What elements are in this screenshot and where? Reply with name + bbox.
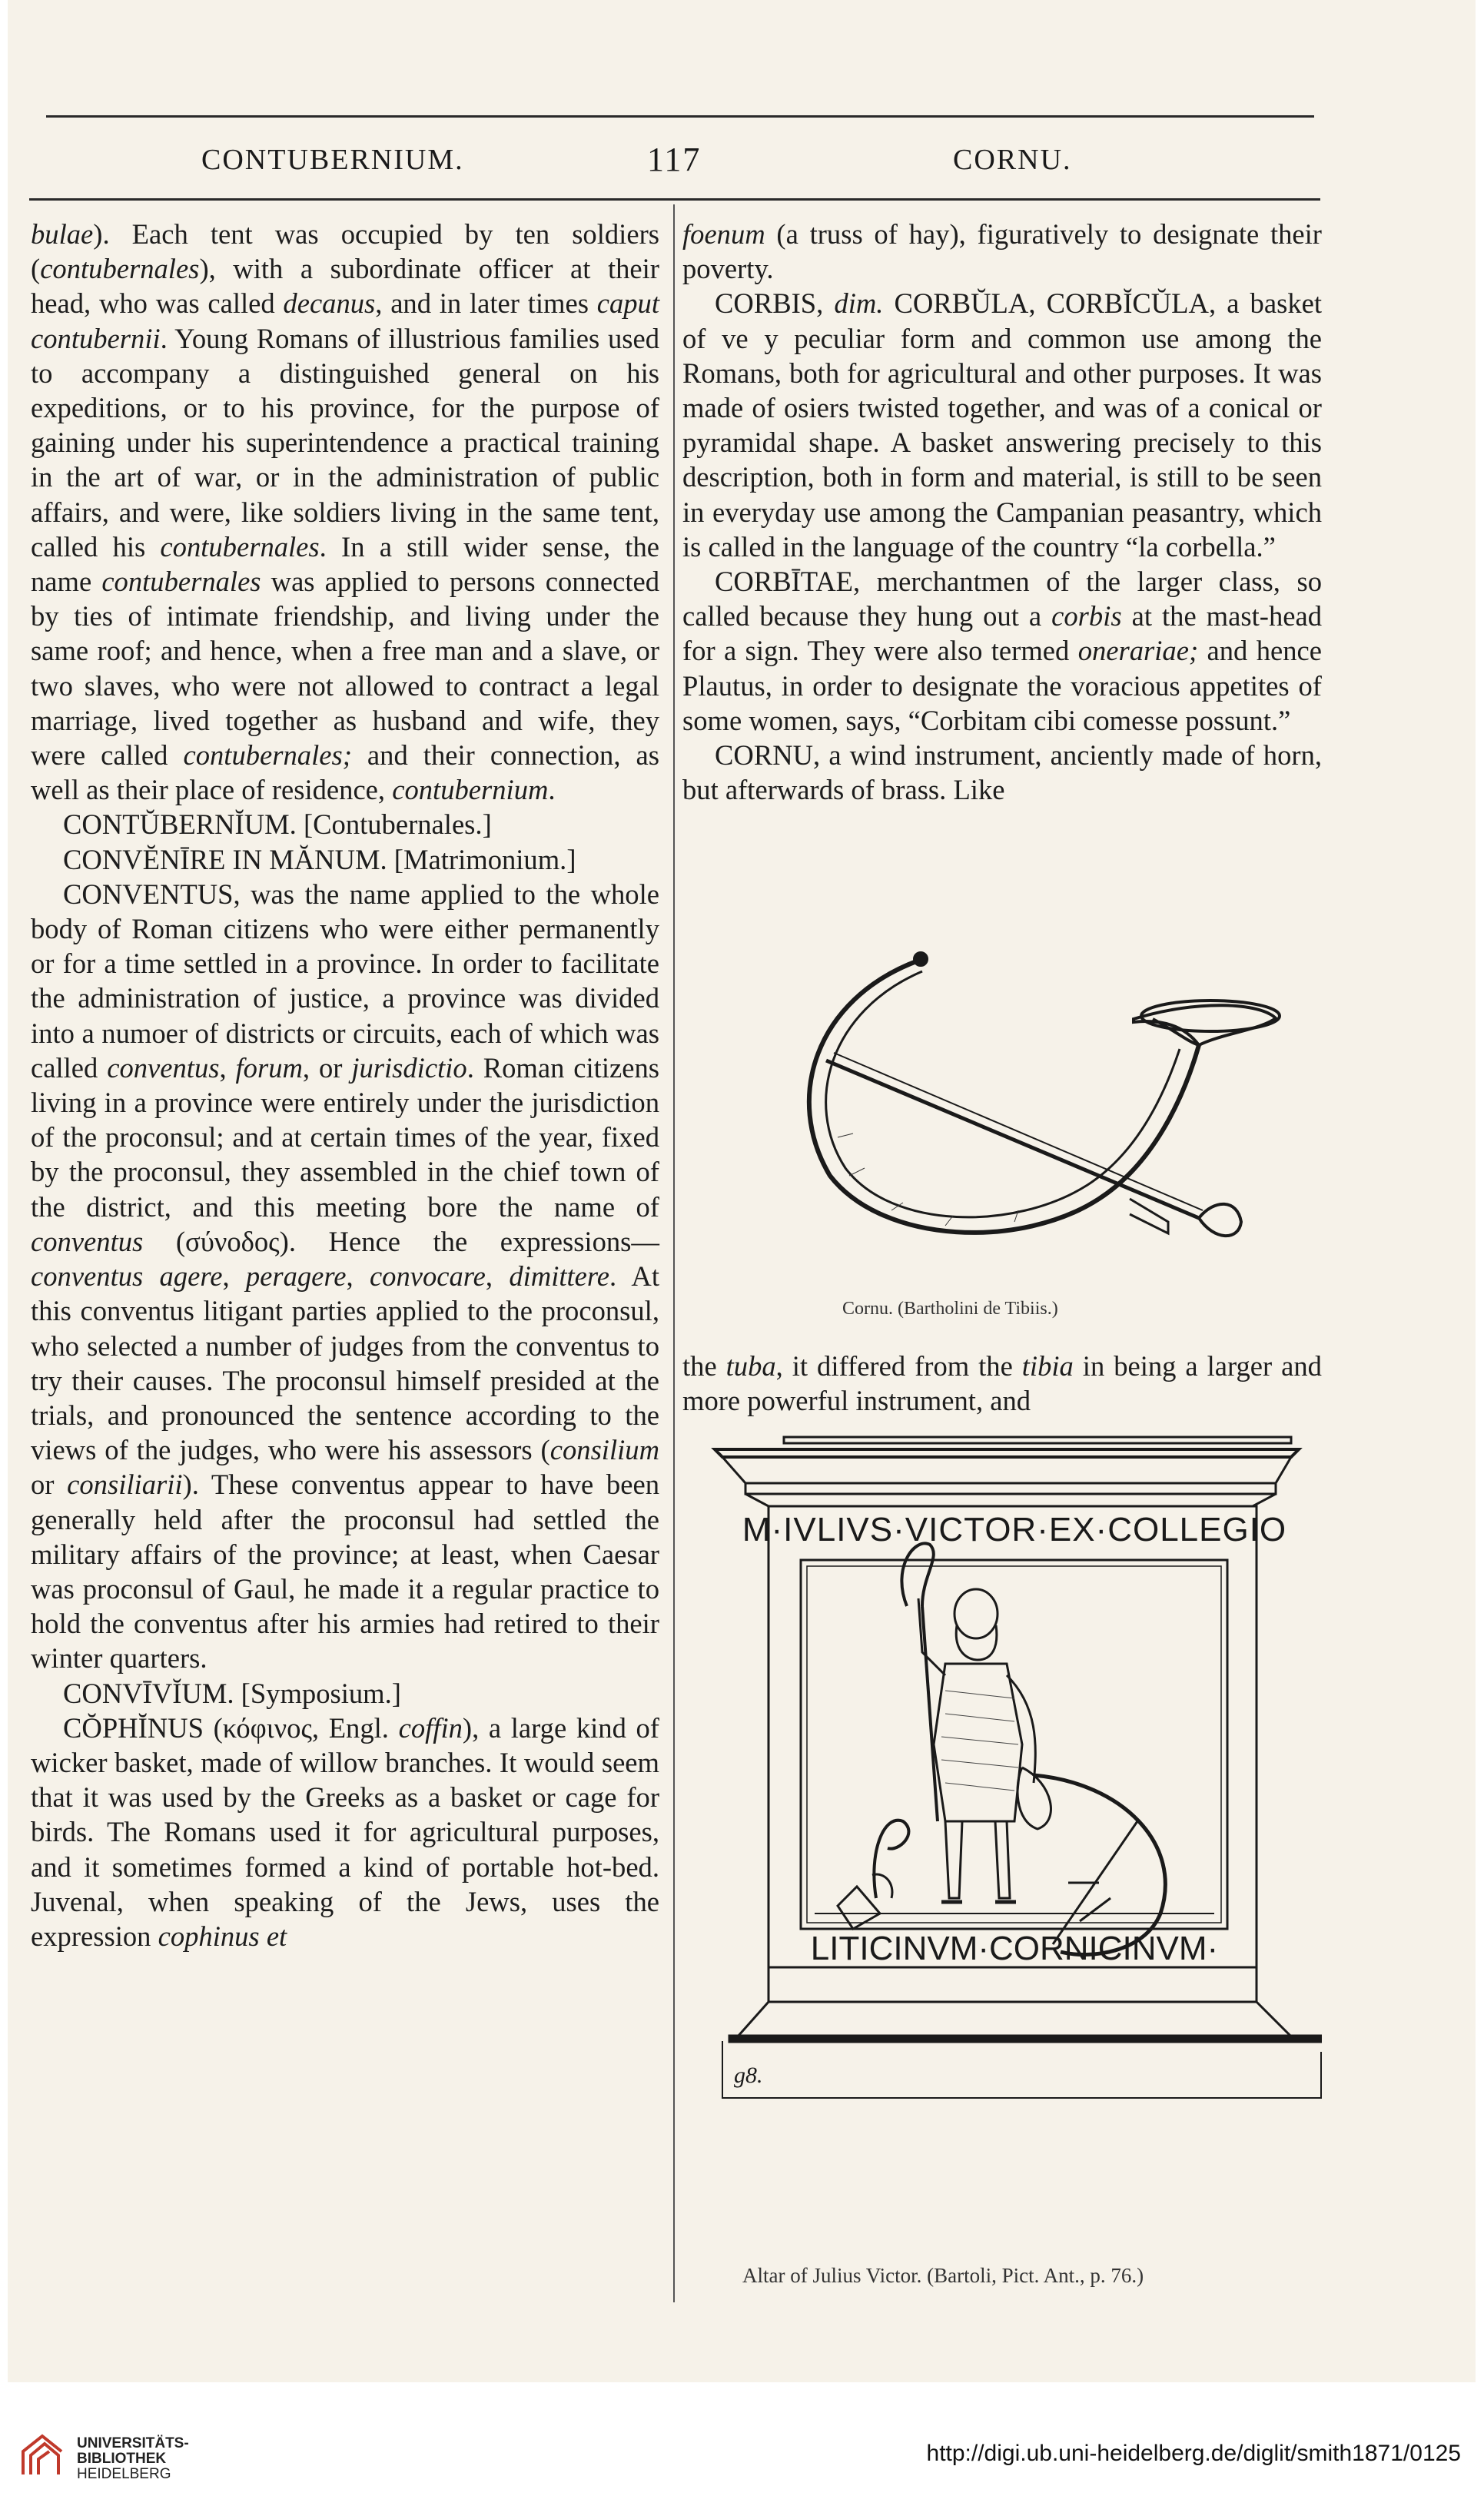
- top-rule: [46, 115, 1314, 118]
- text-run: . At this conventus litigant parties applied to the proconsul, who selected a number of judges from the conventus to try their causes. The proconsul himself presided at the trials, and pronounced the sentence according to the views of the judges, who were his assessors (: [31, 1260, 659, 1466]
- italic-text: convocare: [369, 1260, 486, 1293]
- text-run: ,: [485, 1260, 510, 1293]
- italic-text: conventus agere: [31, 1260, 223, 1293]
- italic-text: jurisdictio: [351, 1051, 467, 1084]
- text-run: was applied to persons connected by ties of intimate friendship, and living under the same roof; and hence, when a free man and a slave, or two slaves, who were not allowed to contract a legal marriage, lived together as husband and wife, they were called: [31, 566, 660, 772]
- italic-text: dimittere: [509, 1260, 610, 1293]
- italic-text: tuba: [725, 1350, 776, 1382]
- text-run: CORBĪTAE, merchantmen of the larger class, so called because they hung out a: [682, 566, 1322, 632]
- altar-top-inscription: M·IVLIVS·VICTOR·EX·COLLEGIO: [742, 1511, 1287, 1548]
- text-run: (a truss of hay), figuratively to designate their poverty.: [682, 218, 1322, 285]
- right-column-top: [682, 217, 1322, 807]
- text-run: , it differed from the: [775, 1350, 1022, 1382]
- italic-text: caput contubernii: [31, 287, 659, 354]
- column-divider: [673, 204, 675, 2302]
- italic-text: contubernales;: [183, 739, 352, 772]
- left-column-paragraph: [31, 1676, 659, 1711]
- italic-text: conventus: [107, 1051, 220, 1084]
- header-rule: [29, 198, 1320, 201]
- text-run: ,: [346, 1260, 370, 1293]
- text-run: CORBIS,: [715, 287, 835, 320]
- text-run: , and in later times: [375, 287, 597, 320]
- page-number: 117: [647, 141, 702, 178]
- text-run: . Roman citizens living in a province were entirely under the jurisdiction of the proconsul; and at certain times of the year, fixed by the proconsul, they assembled in the chief town of the district, and this meeting bore the name of: [31, 1051, 659, 1223]
- text-run: CORNU, a wind instrument, anciently made of horn, but afterwards of brass. Like: [682, 739, 1322, 806]
- library-logo-icon: [15, 2428, 69, 2482]
- text-run: , or: [302, 1051, 352, 1084]
- text-run: at the mast-head for a sign. They were also termed: [682, 600, 1322, 667]
- italic-text: corbis: [1051, 600, 1122, 632]
- italic-text: onerariae;: [1077, 635, 1199, 667]
- text-run: . In a still wider sense, the name: [31, 530, 659, 598]
- text-run: CORBŬLA, CORBĬCŬLA, a basket of ve y peculiar form and common use among the Romans, both for agricultural and other purposes. It was made of osiers twisted together, and was of a conical or pyramidal shape. A basket answering precisely to this description, both in form and material, is still to be seen in everyday use among the Campanian peasantry, which is called in the language of the country “la corbella.”: [682, 287, 1322, 563]
- text-run: in being a larger and more powerful instrument, and: [682, 1350, 1322, 1417]
- left-column: [31, 217, 659, 1953]
- text-run: ,: [219, 1051, 236, 1084]
- left-column-paragraph: [31, 217, 659, 807]
- text-run: the: [682, 1350, 726, 1382]
- text-run: CONVENTUS, was the name applied to the whole body of Roman citizens who were either permanently or for a time settled in a province. In order to facilitate the administration of justice, a province was divided into a numoer of districts or circuits, each of which was called: [31, 878, 659, 1084]
- figure2-caption: Altar of Julius Victor. (Bartoli, Pict. Ant., p. 76.): [742, 2264, 1144, 2287]
- italic-text: decanus: [283, 287, 376, 320]
- left-column-paragraph: [31, 842, 659, 877]
- library-name: UNIVERSITÄTS- BIBLIOTHEK HEIDELBERG: [77, 2435, 189, 2482]
- text-run: CŎPHĬNUS (κόφινος, Engl.: [63, 1711, 399, 1744]
- italic-text: contubernales: [101, 566, 261, 598]
- italic-text: forum: [235, 1051, 303, 1084]
- left-column-paragraph: [31, 877, 659, 1676]
- text-run: ). Each tent was occupied by ten soldiers (: [31, 218, 659, 285]
- left-column-paragraph: [31, 1711, 659, 1953]
- italic-text: dim.: [834, 287, 884, 320]
- text-run: (σύνοδος). Hence the expressions—: [143, 1225, 659, 1257]
- italic-text: bulae: [31, 218, 94, 250]
- right-column-paragraph: [682, 1349, 1322, 1418]
- text-run: . Young Romans of illustrious families used to accompany a distinguished general on his expeditions, or to his province, for the purpose of gaining under his superintendence a practical training in the art of war, or in the administration of public affairs, and were, like soldiers living in the same tent, called his: [31, 322, 659, 563]
- italic-text: peragere: [245, 1260, 347, 1293]
- italic-text: contubernales: [40, 253, 200, 285]
- cornu-illustration: [769, 945, 1322, 1268]
- right-column-paragraph: [682, 217, 1322, 286]
- text-run: ). These conventus appear to have been generally held after the proconsul had settled the military affairs of the province; at least, when Caesar was proconsul of Gaul, he made it a regular practice to hold the conventus after his armies had retired to their winter quarters.: [31, 1469, 659, 1675]
- italic-text: consilium: [549, 1434, 659, 1466]
- text-run: ,: [222, 1260, 246, 1293]
- italic-text: foenum: [682, 218, 765, 250]
- running-head-right: CORNU.: [953, 144, 1072, 176]
- text-run: and hence Plautus, in order to designate the voracious appetites of some women, says, “Corbitam cibi comesse possunt.”: [682, 635, 1322, 736]
- right-column-mid: [682, 1349, 1322, 1418]
- italic-text: cophinus et: [158, 1920, 287, 1952]
- text-run: .: [548, 774, 556, 806]
- italic-text: contubernium: [392, 774, 549, 806]
- altar-bottom-inscription: LITICINVM·CORNICINVM·: [810, 1930, 1219, 1967]
- altar-base-mark: g8.: [734, 2063, 763, 2088]
- running-head-left: CONTUBERNIUM.: [201, 144, 464, 176]
- right-column-paragraph: [682, 286, 1322, 564]
- italic-text: consiliarii: [67, 1469, 183, 1501]
- text-run: ), with a subordinate officer at their head, who was called: [31, 253, 659, 320]
- italic-text: conventus: [31, 1225, 144, 1257]
- italic-text: coffin: [398, 1711, 463, 1744]
- text-run: and their connection, as well as their place of residence,: [31, 739, 659, 806]
- italic-text: tibia: [1021, 1350, 1074, 1382]
- right-column-paragraph: [682, 564, 1322, 738]
- italic-text: contubernales: [160, 530, 320, 563]
- left-column-paragraph: [31, 807, 659, 841]
- text-run: or: [31, 1469, 68, 1501]
- source-url-link[interactable]: http://digi.ub.uni-heidelberg.de/diglit/smith1871/0125: [926, 2441, 1461, 2466]
- altar-illustration: [692, 1422, 1322, 2267]
- text-run: CONVĔNĪRE IN MĂNUM. [Matrimonium.]: [63, 843, 576, 875]
- text-run: CONVĪVĬUM. [Symposium.]: [63, 1677, 401, 1709]
- right-column-paragraph: [682, 738, 1322, 807]
- text-run: ), a large kind of wicker basket, made of willow branches. It would seem that it was used by the Greeks as a basket or cage for birds. The Romans used it for agricultural purposes, and it sometimes formed a kind of portable hot-bed. Juvenal, when speaking of the Jews, uses the expression: [31, 1711, 659, 1952]
- text-run: CONTŬBERNĬUM. [Contubernales.]: [63, 808, 492, 841]
- figure1-caption: Cornu. (Bartholini de Tibiis.): [842, 1299, 1058, 1319]
